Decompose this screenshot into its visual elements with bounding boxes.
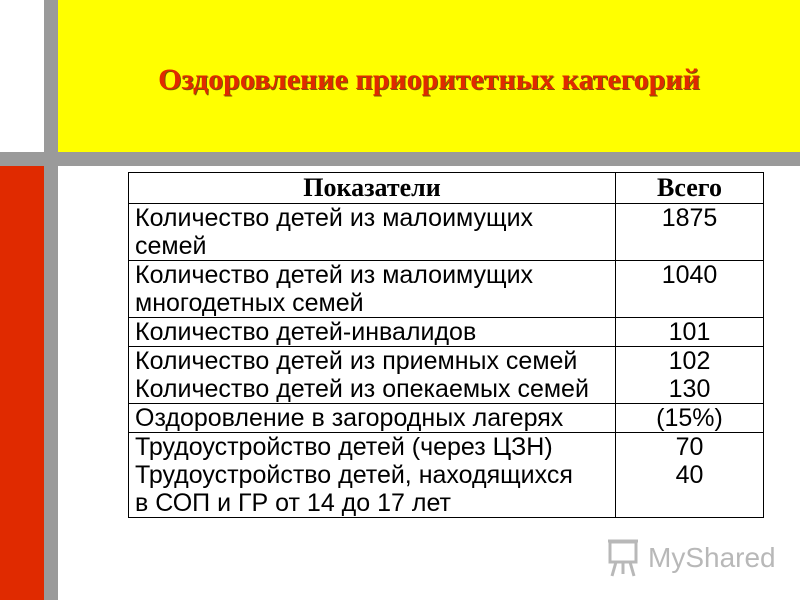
value-line: 102 — [668, 347, 711, 375]
value-line: 130 — [668, 375, 711, 403]
indicator-line: Количество детей из опекаемых семей — [135, 375, 589, 403]
indicator-line: семей — [135, 232, 207, 260]
indicator-cell — [129, 204, 616, 261]
indicator-cell — [129, 404, 616, 433]
table-row — [129, 261, 764, 318]
value-line: 101 — [668, 318, 711, 346]
value-line: 70 — [675, 433, 704, 461]
indicator-line: в СОП и ГР от 14 до 17 лет — [135, 489, 451, 517]
table-row — [129, 318, 764, 347]
indicator-line: Трудоустройство детей, находящихся — [135, 461, 573, 489]
presentation-board-icon — [606, 538, 642, 578]
table-row — [129, 404, 764, 433]
indicator-line: Количество детей из приемных семей — [135, 347, 578, 375]
indicator-cell — [129, 318, 616, 347]
value-cell — [616, 204, 764, 261]
indicators-table — [128, 172, 764, 518]
indicator-cell — [129, 261, 616, 318]
table-row — [129, 433, 764, 518]
value-cell — [616, 261, 764, 318]
value-cell — [616, 404, 764, 433]
slide-title: Оздоровление приоритетных категорий — [158, 63, 700, 96]
header-total: Всего — [616, 173, 764, 204]
indicator-line: Количество детей-инвалидов — [135, 318, 477, 346]
value-cell — [616, 347, 764, 404]
gray-horizontal-bar — [0, 152, 800, 166]
table-row — [129, 347, 764, 404]
indicator-cell — [129, 433, 616, 518]
table-header-row — [129, 173, 764, 204]
value-line: 40 — [675, 461, 704, 489]
watermark-text: MyShared — [648, 542, 776, 573]
indicator-line: Количество детей из малоимущих — [135, 261, 534, 289]
indicator-cell — [129, 347, 616, 404]
myshared-watermark — [606, 538, 776, 578]
gray-vertical-bar — [44, 0, 58, 600]
header-indicators: Показатели — [129, 173, 616, 204]
indicator-line: Трудоустройство детей (через ЦЗН) — [135, 433, 553, 461]
indicator-line: Оздоровление в загородных лагерях — [135, 404, 564, 432]
value-line: 1875 — [661, 204, 718, 232]
table-row — [129, 204, 764, 261]
value-line: 1040 — [661, 261, 718, 289]
value-line: (15%) — [656, 404, 723, 432]
indicator-line: многодетных семей — [135, 289, 364, 317]
indicator-line: Количество детей из малоимущих — [135, 204, 534, 232]
value-cell — [616, 433, 764, 518]
red-decor-bar — [0, 166, 44, 600]
value-cell — [616, 318, 764, 347]
